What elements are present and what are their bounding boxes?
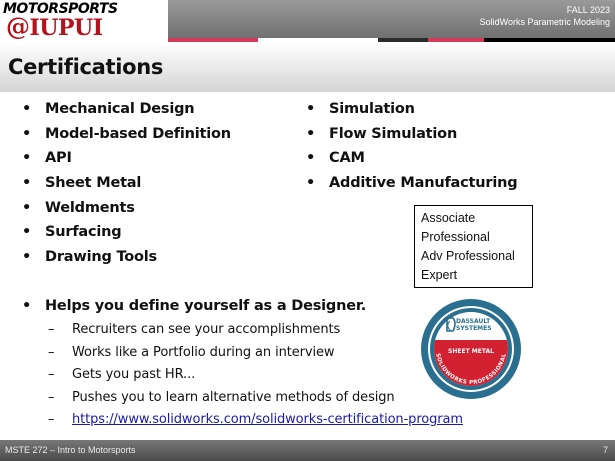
list-item: – Pushes you to learn alternative methods of design xyxy=(48,388,463,411)
list-item: – Works like a Portfolio during an interview xyxy=(48,343,463,366)
footer-course: MSTE 272 – Intro to Motorsports xyxy=(5,445,136,455)
course-info xyxy=(480,4,610,28)
list-item: • Mechanical Design xyxy=(22,98,231,123)
sheet-metal-certification-badge xyxy=(420,298,522,400)
list-item: • Model-based Definition xyxy=(22,123,231,148)
badge-arc-text: SOLIDWORKS PROFESSIONAL xyxy=(434,352,508,387)
certifications-list-right xyxy=(306,98,517,197)
badge-brand-line1: DASSAULT xyxy=(456,318,491,325)
list-item: • CAM xyxy=(306,147,517,172)
list-item: • Drawing Tools xyxy=(22,246,231,271)
list-item: – Recruiters can see your accomplishments xyxy=(48,320,463,343)
badge-brand-line2: SYSTEMES xyxy=(456,325,492,332)
level-professional: Professional xyxy=(421,230,490,244)
list-item: • Sheet Metal xyxy=(22,172,231,197)
slide-footer xyxy=(0,440,615,461)
slide-header xyxy=(0,0,615,40)
list-item: • Additive Manufacturing xyxy=(306,172,517,197)
course-topic-label: SolidWorks Parametric Modeling xyxy=(479,17,610,27)
certification-levels-box xyxy=(414,205,533,288)
slide-title: Certifications xyxy=(8,55,164,79)
list-item: • Simulation xyxy=(306,98,517,123)
term-label: FALL 2023 xyxy=(566,5,610,15)
list-item: • API xyxy=(22,147,231,172)
benefits-list xyxy=(48,320,463,433)
list-item: • Surfacing xyxy=(22,221,231,246)
level-expert: Expert xyxy=(421,268,458,282)
level-adv-professional: Adv Professional xyxy=(421,249,515,263)
main-point: • Helps you define yourself as a Designer. xyxy=(22,295,366,317)
list-item xyxy=(48,410,463,433)
logo-motorsports-text: MOTORSPORTS xyxy=(3,1,118,17)
level-associate: Associate xyxy=(421,211,476,225)
logo-iupui-text: @IUPUI xyxy=(6,12,103,41)
list-item: • Weldments xyxy=(22,197,231,222)
list-item: • Flow Simulation xyxy=(306,123,517,148)
certification-program-link[interactable]: https://www.solidworks.com/solidworks-certification-program xyxy=(72,412,463,427)
motorsports-iupui-logo xyxy=(0,0,168,40)
page-number: 7 xyxy=(602,445,608,455)
badge-label: SHEET METAL xyxy=(448,348,494,355)
certifications-list-left xyxy=(22,98,231,271)
list-item: – Gets you past HR... xyxy=(48,365,463,388)
